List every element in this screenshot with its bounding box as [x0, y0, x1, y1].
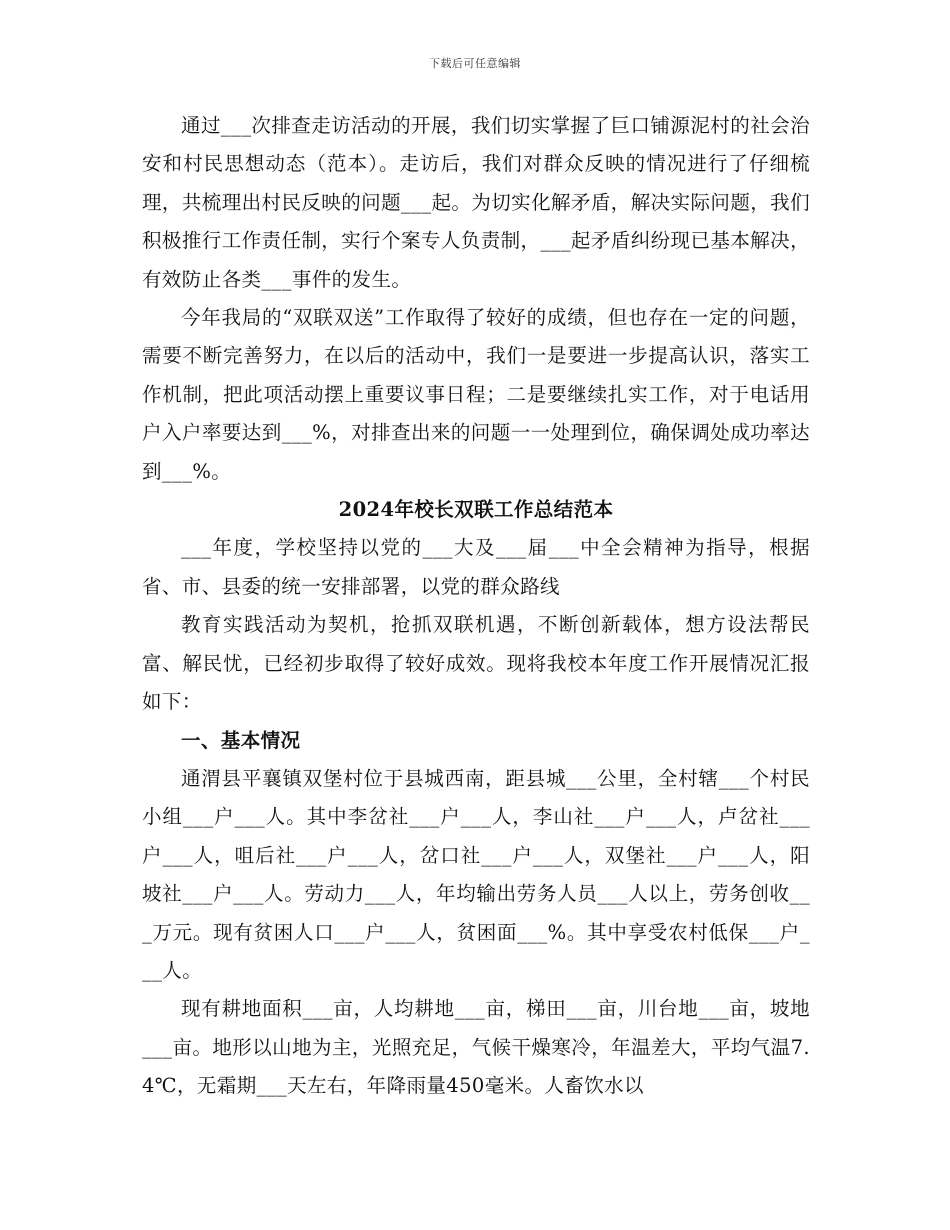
paragraph-shuanglian-summary: 今年我局的“双联双送”工作取得了较好的成绩，但也存在一定的问题，需要不断完善努力，在以后的活动中，我们一是要进一步提高认识，落实工作机制，把此项活动摆上重要议事日程；二是要继续扎实工作，对于电话用户入户率要达到___%，对排查出来的问题一一处理到位，确保调处成功率达到___%。: [142, 306, 810, 483]
paragraph-village-land: 现有耕地面积___亩，人均耕地___亩，梯田___亩，川台地___亩，坡地___亩。地形以山地为主，光照充足，气候干燥寒冷，年温差大，平均气温7.4℃，无霜期___天左右，年降雨量450毫米。人畜饮水以: [142, 997, 810, 1098]
section-heading-basic-info: 一、基本情况: [181, 728, 301, 752]
paragraph-village-population: 通渭县平襄镇双堡村位于县城西南，距县城___公里，全村辖___个村民小组___户___人。其中李岔社___户___人，李山社___户___人，卢岔社___户___人，咀后社___户___人，岔口社___户___人，双堡社___户___人，阳坡社___户___人。劳动力___人，年均输出劳务人员___人以上，劳务创收___万元。现有贫困人口___户___人，贫困面___%。其中享受农村低保___户___人。: [142, 766, 810, 982]
paragraph-visit-results: 通过___次排查走访活动的开展，我们切实掌握了巨口铺源泥村的社会治安和村民思想动态（范本）。走访后，我们对群众反映的情况进行了仔细梳理，共梳理出村民反映的问题___起。为切实化解矛盾，解决实际问题，我们积极推行工作责任制，实行个案专人负责制，___起矛盾纠纷现已基本解决，有效防止各类___事件的发生。: [142, 114, 810, 291]
document-title: 2024年校长双联工作总结范本: [338, 498, 614, 522]
paragraph-intro-2: 教育实践活动为契机，抢抓双联机遇，不断创新载体，想方设法帮民富、解民忧，已经初步取得了较好成效。现将我校本年度工作开展情况汇报如下：: [142, 613, 810, 714]
paragraph-intro-1: ___年度，学校坚持以党的___大及___届___中全会精神为指导，根据省、市、县委的统一安排部署，以党的群众路线: [142, 536, 810, 598]
document-body: [142, 107, 810, 1106]
header-note: 下载后可任意编辑: [429, 57, 521, 70]
